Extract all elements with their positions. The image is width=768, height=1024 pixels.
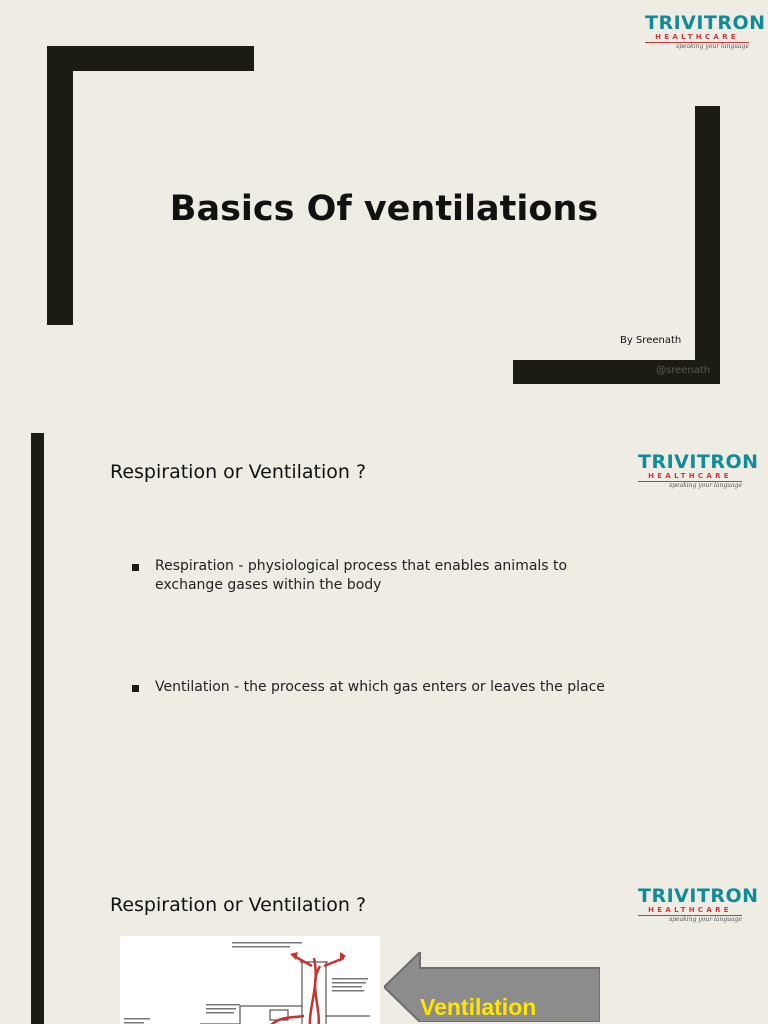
trivitron-logo — [638, 451, 759, 489]
logo-brand: TRIVITRON — [638, 451, 759, 473]
frame-bar-top — [47, 46, 254, 71]
side-bar — [31, 433, 44, 866]
slide-title: Basics Of ventilations — [169, 189, 599, 229]
frame-bar-right — [695, 106, 720, 384]
content-slide-1 — [0, 432, 768, 866]
bullet-text: Respiration - physiological process that enables animals to exchange gases within the body — [155, 558, 568, 593]
logo-sub: HEALTHCARE — [655, 33, 739, 41]
bullet-item — [132, 557, 592, 595]
building-ventilation-illustration — [120, 936, 380, 1024]
bullet-text: Ventilation - the process at which gas enters or leaves the place — [155, 679, 605, 695]
title-slide — [0, 0, 768, 432]
trivitron-logo — [645, 12, 766, 50]
logo-brand: TRIVITRON — [645, 12, 766, 34]
logo-sub: HEALTHCARE — [648, 906, 732, 914]
bullet-item — [132, 678, 652, 697]
frame-bar-left — [47, 46, 73, 325]
side-bar — [31, 866, 44, 1024]
slide-heading: Respiration or Ventilation ? — [110, 461, 367, 483]
logo-brand: TRIVITRON — [638, 885, 759, 907]
logo-tagline: speaking your language — [669, 482, 742, 489]
trivitron-logo — [638, 885, 759, 923]
logo-sub: HEALTHCARE — [648, 472, 732, 480]
logo-tagline: speaking your language — [676, 43, 749, 50]
bullet-marker — [132, 685, 139, 692]
watermark: @sreenath — [656, 365, 711, 376]
ventilation-diagram — [120, 936, 380, 1024]
bullet-marker — [132, 564, 139, 571]
content-slide-2 — [0, 866, 768, 1024]
logo-tagline: speaking your language — [669, 916, 742, 923]
author-byline: By Sreenath — [620, 335, 682, 346]
arrow-label: Ventilation — [420, 994, 537, 1020]
slide-heading: Respiration or Ventilation ? — [110, 894, 367, 916]
